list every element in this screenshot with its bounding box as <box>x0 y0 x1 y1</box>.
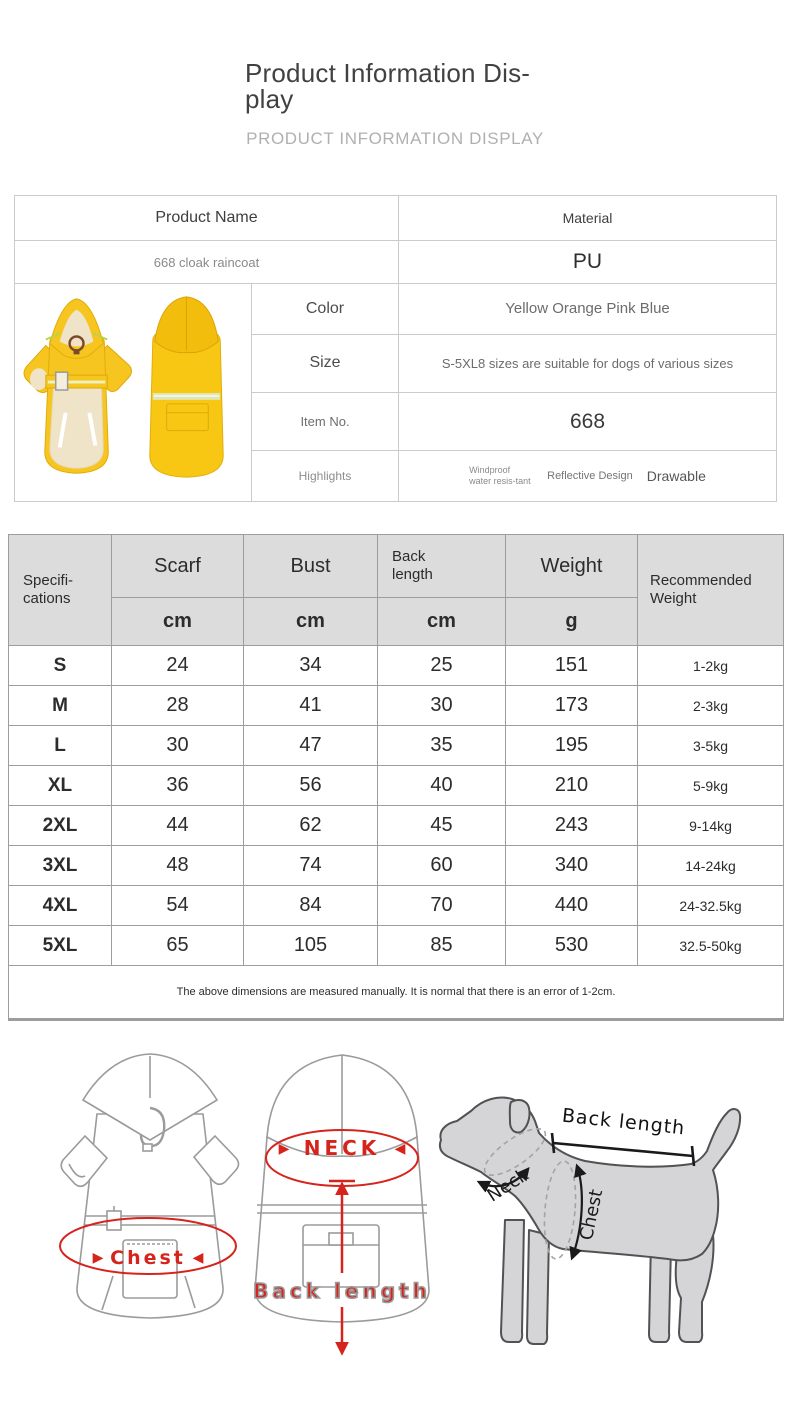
back-length-cell: 85 <box>378 926 506 966</box>
scarf-cell: 30 <box>112 726 244 766</box>
color-value: Yellow Orange Pink Blue <box>399 284 777 335</box>
material-value: PU <box>399 241 777 284</box>
table-row-5xl <box>9 926 784 966</box>
page-title <box>245 60 545 112</box>
weight-cell: 151 <box>506 646 638 686</box>
dog-diagram <box>440 1098 740 1345</box>
bust-cell: 56 <box>244 766 378 806</box>
back-length-cell: 70 <box>378 886 506 926</box>
scarf-cell: 48 <box>112 846 244 886</box>
scarf-cell: 24 <box>112 646 244 686</box>
recommended-cell: 32.5-50kg <box>638 926 784 966</box>
highlight-reflective: Reflective Design <box>547 470 633 483</box>
size-cell: XL <box>9 766 112 806</box>
item-no-value: 668 <box>399 392 777 450</box>
unit-bust: cm <box>244 598 378 646</box>
size-label: Size <box>252 334 399 392</box>
belt-buckle <box>55 372 67 390</box>
size-value: S-5XL8 sizes are suitable for dogs of various sizes <box>399 334 777 392</box>
material-label: Material <box>399 196 777 241</box>
highlight-drawable: Drawable <box>646 468 706 485</box>
header-scarf: Scarf <box>112 535 244 598</box>
product-name-value: 668 cloak raincoat <box>15 241 399 284</box>
scarf-cell: 36 <box>112 766 244 806</box>
page-title-line2: play <box>245 84 294 114</box>
product-name-label: Product Name <box>15 196 399 241</box>
weight-cell: 440 <box>506 886 638 926</box>
unit-weight: g <box>506 598 638 646</box>
measurement-note: The above dimensions are measured manually. It is normal that there is an error of 1-2cm. <box>9 966 784 1020</box>
page-title-line1: Product Information Dis- <box>245 58 531 88</box>
back-length-cell: 40 <box>378 766 506 806</box>
back-length-red-label: Back length <box>253 1279 431 1303</box>
bust-cell: 47 <box>244 726 378 766</box>
raincoat-front-photo <box>24 299 131 473</box>
highlight-windproof: Windproof water resis-tant <box>469 465 531 487</box>
color-label: Color <box>252 284 399 335</box>
size-cell: 5XL <box>9 926 112 966</box>
raincoat-back-photo <box>149 297 222 477</box>
product-photo <box>16 284 251 496</box>
size-cell: M <box>9 686 112 726</box>
raincoat-back-sketch <box>253 1055 431 1353</box>
weight-cell: 173 <box>506 686 638 726</box>
weight-cell: 530 <box>506 926 638 966</box>
header-bust: Bust <box>244 535 378 598</box>
back-length-cell: 45 <box>378 806 506 846</box>
neck-red-label: NECK <box>303 1136 381 1160</box>
table-row-xl <box>9 766 784 806</box>
recommended-cell: 2-3kg <box>638 686 784 726</box>
product-photo-cell <box>15 284 252 502</box>
header-specifications: Specifi-cations <box>9 535 112 646</box>
table-row-s <box>9 646 784 686</box>
bust-cell: 34 <box>244 646 378 686</box>
item-no-label: Item No. <box>252 392 399 450</box>
weight-cell: 210 <box>506 766 638 806</box>
scarf-cell: 44 <box>112 806 244 846</box>
back-pocket <box>166 404 208 431</box>
table-row-4xl <box>9 886 784 926</box>
recommended-cell: 24-32.5kg <box>638 886 784 926</box>
weight-cell: 195 <box>506 726 638 766</box>
table-row-l <box>9 726 784 766</box>
size-chart-table <box>8 534 784 1021</box>
unit-scarf: cm <box>112 598 244 646</box>
bust-cell: 74 <box>244 846 378 886</box>
arrow-left-icon: ◀ <box>192 1250 204 1266</box>
arrow-left-icon: ◀ <box>394 1141 406 1157</box>
size-cell: 3XL <box>9 846 112 886</box>
size-cell: L <box>9 726 112 766</box>
bust-cell: 41 <box>244 686 378 726</box>
diagrams-svg <box>0 1040 790 1427</box>
weight-cell: 243 <box>506 806 638 846</box>
dog-chest-label: Chest <box>575 1187 608 1243</box>
recommended-cell: 1-2kg <box>638 646 784 686</box>
table-row-3xl <box>9 846 784 886</box>
scarf-cell: 65 <box>112 926 244 966</box>
bust-cell: 105 <box>244 926 378 966</box>
dog-back-length-label: Back length <box>560 1104 687 1140</box>
scarf-cell: 28 <box>112 686 244 726</box>
header-recommended-weight: Recommended Weight <box>638 535 784 646</box>
size-cell: 4XL <box>9 886 112 926</box>
table-row-2xl <box>9 806 784 846</box>
arrow-right-icon: ▶ <box>92 1250 104 1266</box>
back-length-cell: 30 <box>378 686 506 726</box>
header-back-length: Back length <box>378 535 506 598</box>
recommended-cell: 9-14kg <box>638 806 784 846</box>
back-length-cell: 60 <box>378 846 506 886</box>
recommended-cell: 5-9kg <box>638 766 784 806</box>
unit-back-length: cm <box>378 598 506 646</box>
weight-cell: 340 <box>506 846 638 886</box>
recommended-cell: 3-5kg <box>638 726 784 766</box>
scarf-cell: 54 <box>112 886 244 926</box>
bust-cell: 62 <box>244 806 378 846</box>
product-info-table <box>14 195 777 502</box>
arrow-right-icon: ▶ <box>278 1141 290 1157</box>
highlights-label: Highlights <box>252 451 399 502</box>
header-weight: Weight <box>506 535 638 598</box>
size-cell: S <box>9 646 112 686</box>
recommended-cell: 14-24kg <box>638 846 784 886</box>
back-length-cell: 25 <box>378 646 506 686</box>
bust-cell: 84 <box>244 886 378 926</box>
table-row-m <box>9 686 784 726</box>
raincoat-front-sketch <box>60 1054 239 1318</box>
highlights-values <box>399 451 777 502</box>
measurement-diagrams <box>0 1040 790 1427</box>
page-subtitle: PRODUCT INFORMATION DISPLAY <box>246 129 544 148</box>
back-length-cell: 35 <box>378 726 506 766</box>
dog-neck-label: Neck <box>483 1164 533 1207</box>
size-cell: 2XL <box>9 806 112 846</box>
chest-red-label: Chest <box>110 1247 186 1269</box>
